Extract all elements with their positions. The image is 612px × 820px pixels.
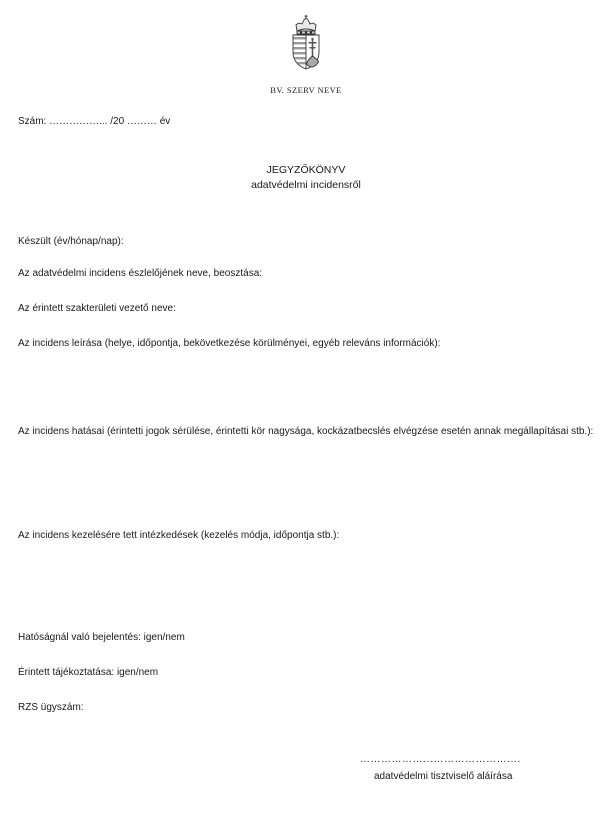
signature-line: ……………………………………….: [360, 754, 521, 765]
document-title: JEGYZŐKÖNYV: [266, 164, 346, 176]
hungarian-coat-of-arms-icon: [289, 14, 323, 70]
prepared-date-field: Készült (év/hónap/nap):: [18, 236, 124, 247]
signature-label: adatvédelmi tisztviselő aláírása: [374, 771, 513, 782]
authority-report-field: Hatóságnál való bejelentés: igen/nem: [18, 632, 185, 643]
incident-description-field: Az incidens leírása (helye, időpontja, bekövetkezése körülményei, egyéb releváns információk):: [18, 338, 441, 349]
subject-notification-field: Érintett tájékoztatása: igen/nem: [18, 667, 159, 678]
manager-field: Az érintett szakterületi vezető neve:: [18, 303, 176, 314]
incident-measures-field: Az incidens kezelésére tett intézkedések (kezelés módja, időpontja stb.):: [18, 530, 340, 541]
reference-number-line: Szám: ……………... /20 ……… év: [18, 116, 171, 127]
rzs-case-number-field: RZS ügyszám:: [18, 702, 84, 713]
incident-effects-field: Az incidens hatásai (érintetti jogok sérülése, érintetti kör nagysága, kockázatbecslés elvégzése esetén annak megállapításai stb.):: [18, 426, 594, 437]
reporter-field: Az adatvédelmi incidens észlelőjének neve, beosztása:: [18, 268, 263, 279]
document-subtitle: adatvédelmi incidensről: [251, 179, 361, 191]
organization-name: BV. SZERV NEVE: [270, 85, 342, 95]
